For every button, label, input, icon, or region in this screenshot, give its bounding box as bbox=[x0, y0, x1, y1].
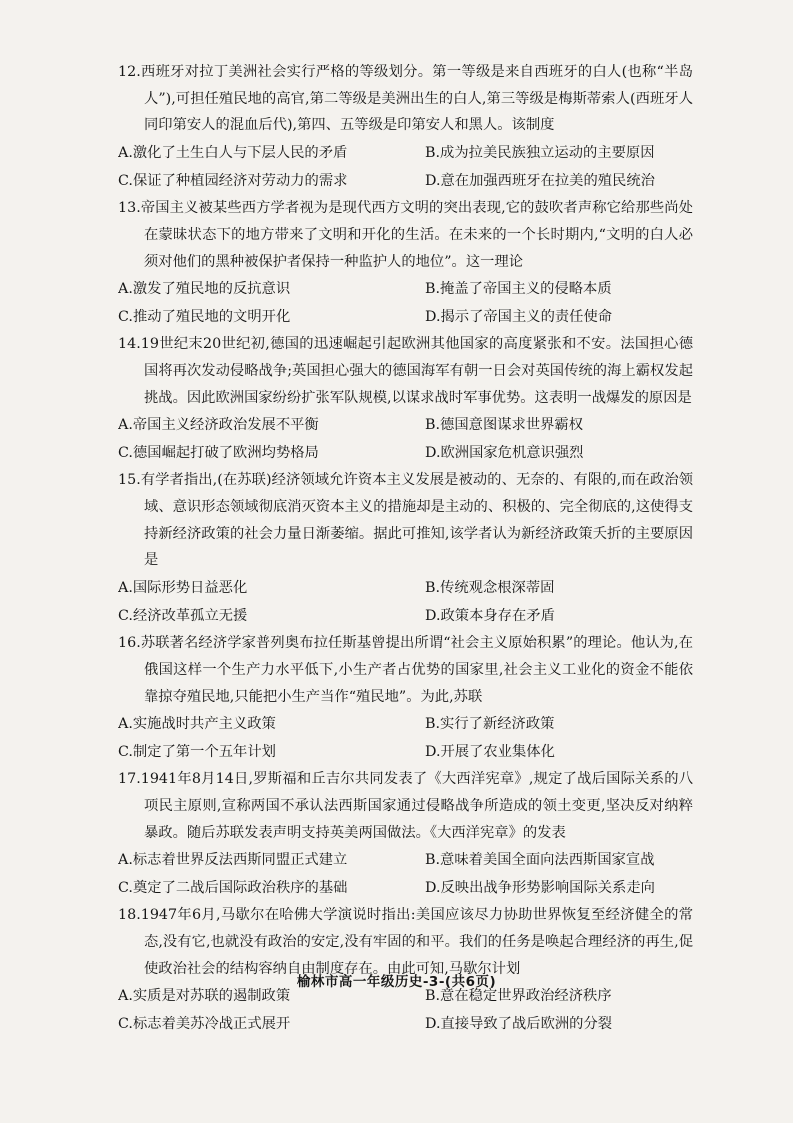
question-stem: 14.19世纪末20世纪初,德国的迅速崛起引起欧洲其他国家的高度紧张和不安。法国担心德国将再次发动侵略战争;英国担心强大的德国海军有朝一日会对英国传统的海上霸权发起挑战。因此欧洲国家纷纷扩张军队规模,以谋求战时军事优势。这表明一战爆发的原因是 bbox=[118, 336, 693, 406]
option-c: C.标志着美苏冷战正式展开 bbox=[118, 1016, 291, 1033]
option-a: A.国际形势日益恶化 bbox=[118, 580, 248, 597]
option-grid bbox=[118, 411, 693, 467]
option-d: D.反映出战争形势影响国际关系走向 bbox=[425, 880, 655, 897]
option-c: C.推动了殖民地的文明开化 bbox=[118, 309, 291, 326]
option-b: B.意味着美国全面向法西斯国家宣战 bbox=[425, 852, 655, 869]
option-grid bbox=[118, 275, 693, 331]
question-stem: 13.帝国主义被某些西方学者视为是现代西方文明的突出表现,它的鼓吹者声称它给那些尚处在蒙昧状态下的地方带来了文明和开化的生活。在未来的一个长时期内,“文明的白人必须对他们的黑种被保护者保持一种监护人的地位”。这一理论 bbox=[118, 200, 693, 270]
page-footer: 榆林市高一年级历史-3-(共6页) bbox=[296, 974, 497, 990]
option-d: D.欧洲国家危机意识强烈 bbox=[425, 445, 584, 462]
question-stem: 15.有学者指出,(在苏联)经济领域允许资本主义发展是被动的、无奈的、有限的,而在政治领域、意识形态领域彻底消灭资本主义的措施却是主动的、积极的、完全彻底的,这使得支持新经济政策的社会力量日渐萎缩。据此可推知,该学者认为新经济政策夭折的主要原因是 bbox=[118, 472, 693, 569]
question-stem: 17.1941年8月14日,罗斯福和丘吉尔共同发表了《大西洋宪章》,规定了战后国际关系的八项民主原则,宣称两国不承认法西斯国家通过侵略战争所造成的领土变更,坚决反对纳粹暴政。随后苏联发表声明支持英美两国做法。《大西洋宪章》的发表 bbox=[118, 771, 693, 841]
option-c: C.保证了种植园经济对劳动力的需求 bbox=[118, 173, 348, 190]
option-b: B.成为拉美民族独立运动的主要原因 bbox=[425, 145, 655, 162]
option-d: D.开展了农业集体化 bbox=[425, 744, 555, 761]
option-c: C.德国崛起打破了欧洲均势格局 bbox=[118, 445, 319, 462]
option-a: A.激发了殖民地的反抗意识 bbox=[118, 281, 291, 298]
option-a: A.激化了土生白人与下层人民的矛盾 bbox=[118, 145, 348, 162]
option-b: B.实行了新经济政策 bbox=[425, 716, 555, 733]
option-a: A.帝国主义经济政治发展不平衡 bbox=[118, 417, 319, 434]
question-13 bbox=[118, 195, 693, 331]
option-b: B.德国意图谋求世界霸权 bbox=[425, 417, 584, 434]
question-15 bbox=[118, 467, 693, 630]
option-grid bbox=[118, 139, 693, 195]
option-d: D.直接导致了战后欧洲的分裂 bbox=[425, 1016, 613, 1033]
option-a: A.实施战时共产主义政策 bbox=[118, 716, 276, 733]
question-stem: 18.1947年6月,马歇尔在哈佛大学演说时指出:美国应该尽力协助世界恢复至经济健全的常态,没有它,也就没有政治的安定,没有牢固的和平。我们的任务是唤起合理经济的再生,促使政治社会的结构容纳自由制度存在。由此可知,马歇尔计划 bbox=[118, 907, 693, 977]
option-b: B.意在稳定世界政治经济秩序 bbox=[425, 988, 612, 1005]
option-c: C.经济改革孤立无援 bbox=[118, 608, 248, 625]
option-grid bbox=[118, 846, 693, 902]
option-d: D.意在加强西班牙在拉美的殖民统治 bbox=[425, 173, 655, 190]
question-list bbox=[118, 59, 693, 1038]
option-c: C.奠定了二战后国际政治秩序的基础 bbox=[118, 880, 348, 897]
question-14 bbox=[118, 331, 693, 467]
option-grid bbox=[118, 574, 693, 630]
option-grid bbox=[118, 710, 693, 766]
question-stem: 12.西班牙对拉丁美洲社会实行严格的等级划分。第一等级是来自西班牙的白人(也称“半岛人”),可担任殖民地的高官,第二等级是美洲出生的白人,第三等级是梅斯蒂索人(西班牙人同印第安人的混血后代),第四、五等级是印第安人和黑人。该制度 bbox=[118, 64, 693, 134]
question-stem: 16.苏联著名经济学家普列奥布拉任斯基曾提出所谓“社会主义原始积累”的理论。他认为,在俄国这样一个生产力水平低下,小生产者占优势的国家里,社会主义工业化的资金不能依靠掠夺殖民地,只能把小生产当作“殖民地”。为此,苏联 bbox=[118, 635, 693, 705]
question-17 bbox=[118, 766, 693, 902]
option-grid bbox=[118, 982, 693, 1038]
option-d: D.政策本身存在矛盾 bbox=[425, 608, 555, 625]
question-12 bbox=[118, 59, 693, 195]
option-b: B.传统观念根深蒂固 bbox=[425, 580, 555, 597]
option-b: B.掩盖了帝国主义的侵略本质 bbox=[425, 281, 612, 298]
option-a: A.标志着世界反法西斯同盟正式建立 bbox=[118, 852, 348, 869]
option-a: A.实质是对苏联的遏制政策 bbox=[118, 988, 291, 1005]
option-c: C.制定了第一个五年计划 bbox=[118, 744, 276, 761]
question-16 bbox=[118, 630, 693, 766]
option-d: D.揭示了帝国主义的责任使命 bbox=[425, 309, 613, 326]
